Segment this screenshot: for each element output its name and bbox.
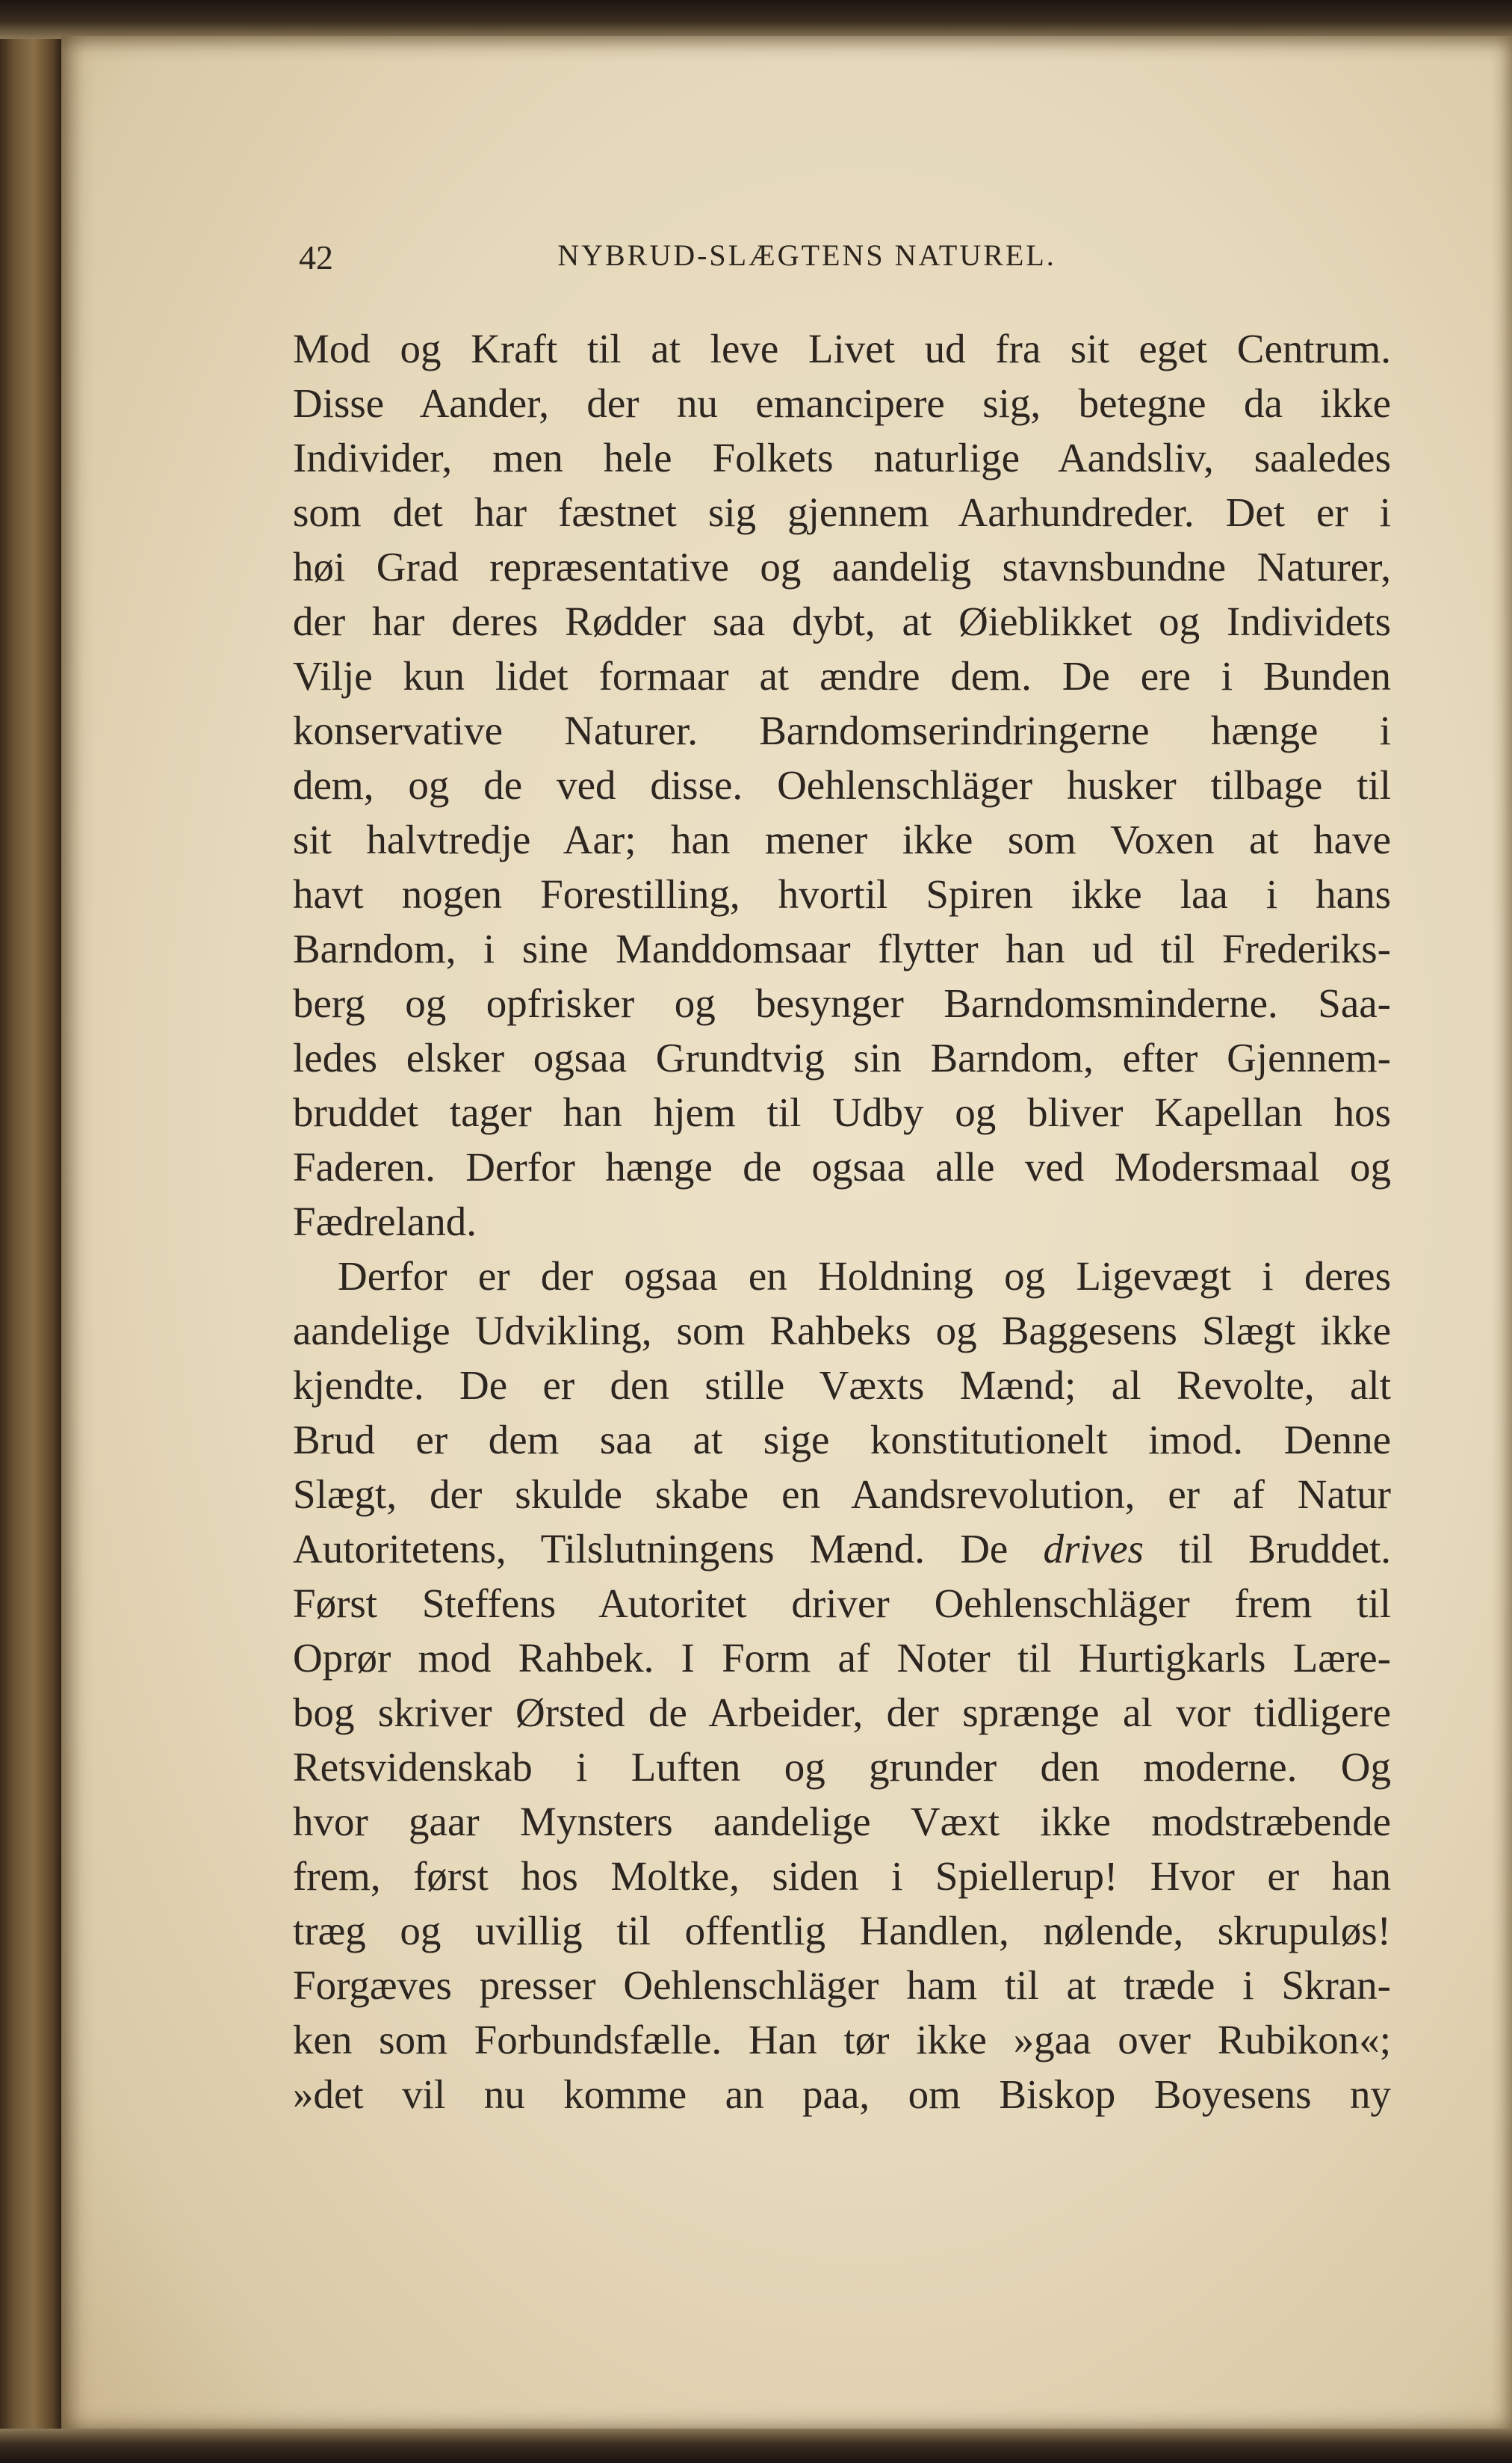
text-line: frem, først hos Moltke, siden i Spiellerup! Hvor er han <box>293 1853 1391 1899</box>
book-bottom-edge <box>0 2429 1512 2463</box>
text-segment: Autoritetens, Tilslutningens Mænd. De <box>293 1526 1008 1572</box>
text-line: Retsvidenskab i Luften og grunder den moderne. Og <box>293 1744 1391 1790</box>
text-line: aandelige Udvikling, som Rahbeks og Baggesens Slægt ikke <box>293 1308 1391 1353</box>
body-text <box>293 321 1391 2121</box>
text-line: som det har fæstnet sig gjennem Aarhundreder. Det er i <box>293 489 1391 535</box>
text-line: Individer, men hele Folkets naturlige Aandsliv, saaledes <box>293 435 1391 480</box>
text-line: havt nogen Forestilling, hvortil Spiren ikke laa i hans <box>293 871 1391 917</box>
text-line: berg og opfrisker og besynger Barndomsminderne. Saa- <box>293 980 1391 1026</box>
text-line-with-emphasis <box>293 1521 1391 1576</box>
text-line: kjendte. De er den stille Væxts Mænd; al Revolte, alt <box>293 1362 1391 1408</box>
text-line: ken som Forbundsfælle. Han tør ikke »gaa over Rubikon«; <box>293 2017 1391 2062</box>
text-line: Slægt, der skulde skabe en Aandsrevolution, er af Natur <box>293 1471 1391 1517</box>
text-line: Fædreland. <box>293 1199 477 1244</box>
text-line: Barndom, i sine Manddomsaar flytter han ud til Frederiks- <box>293 926 1391 971</box>
text-line: Vilje kun lidet formaar at ændre dem. De ere i Bunden <box>293 653 1391 699</box>
text-line: konservative Naturer. Barndomserindringerne hænge i <box>293 708 1391 753</box>
book-top-edge <box>0 0 1512 39</box>
text-line: Disse Aander, der nu emancipere sig, betegne da ikke <box>293 380 1391 426</box>
page-number: 42 <box>299 238 333 276</box>
text-line: Forgæves presser Oehlenschläger ham til at træde i Skran- <box>293 1962 1391 2008</box>
text-line: bruddet tager han hjem til Udby og bliver Kapellan hos <box>293 1090 1391 1135</box>
text-line: sit halvtredje Aar; han mener ikke som Voxen at have <box>293 817 1391 862</box>
text-line: »det vil nu komme an paa, om Biskop Boyesens ny <box>293 2071 1391 2117</box>
text-line: Først Steffens Autoritet driver Oehlenschläger frem til <box>293 1580 1391 1626</box>
text-line: Faderen. Derfor hænge de ogsaa alle ved Modersmaal og <box>293 1144 1391 1190</box>
paragraph-first-line: Derfor er der ogsaa en Holdning og Ligevægt i deres <box>338 1253 1391 1299</box>
text-line: bog skriver Ørsted de Arbeider, der sprænge al vor tidligere <box>293 1690 1391 1735</box>
text-line: træg og uvillig til offentlig Handlen, nølende, skrupuløs! <box>293 1908 1391 1953</box>
text-line: dem, og de ved disse. Oehlenschläger husker tilbage til <box>293 762 1391 808</box>
text-line: Oprør mod Rahbek. I Form af Noter til Hurtigkarls Lære- <box>293 1635 1391 1681</box>
text-segment: til Bruddet. <box>1179 1526 1392 1572</box>
text-line: der har deres Rødder saa dybt, at Øieblikket og Individets <box>293 599 1391 644</box>
text-line: ledes elsker ogsaa Grundtvig sin Barndom, efter Gjennem- <box>293 1035 1391 1081</box>
italic-emphasis: drives <box>1043 1526 1144 1572</box>
text-line: høi Grad repræsentative og aandelig stavnsbundne Naturer, <box>293 544 1391 590</box>
text-line: hvor gaar Mynsters aandelige Væxt ikke modstræbende <box>293 1799 1391 1844</box>
text-line: Brud er dem saa at sige konstitutionelt imod. Denne <box>293 1417 1391 1462</box>
running-title: NYBRUD-SLÆGTENS NATUREL. <box>557 238 1056 272</box>
text-line: Mod og Kraft til at leve Livet ud fra sit eget Centrum. <box>293 326 1391 371</box>
